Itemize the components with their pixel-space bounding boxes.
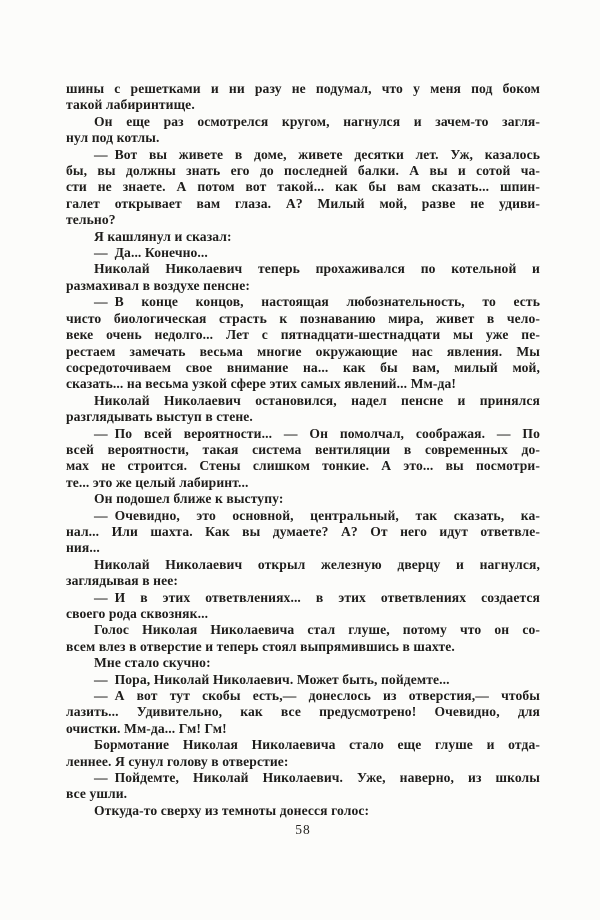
paragraph [66, 688, 540, 737]
paragraph [66, 426, 540, 492]
paragraph [66, 81, 540, 114]
text-line: тельно? [66, 212, 116, 228]
page-number: 58 [295, 822, 311, 837]
text-line: сти не знаете. А потом вот такой... как бы вам сказать... шпин- [66, 179, 540, 195]
paragraph [66, 491, 540, 507]
paragraph [66, 770, 540, 803]
text-line: очистки. Мм-да... Гм! Гм! [66, 720, 227, 736]
text-line: лазить... Удивительно, как все предусмотрено! Очевидно, для [66, 704, 540, 720]
paragraph [66, 590, 540, 623]
text-line: леннее. Я сунул голову в отверстие: [66, 753, 289, 769]
paragraph [66, 294, 540, 392]
text-line: нул под котлы. [66, 130, 160, 146]
text-line: разглядывать выступ в стене. [66, 409, 253, 425]
text-line: мах не строится. Стены слишком тонкие. А это... вы посмотри- [66, 458, 540, 474]
paragraph [66, 508, 540, 557]
paragraph [66, 803, 540, 819]
text-line: Голос Николая Николаевича стал глуше, потому что он со- [94, 622, 540, 638]
text-line: Николай Николаевич остановился, надел пенсне и принялся [94, 392, 540, 408]
text-line: своего рода сквозняк... [66, 606, 209, 621]
text-line: рестаем замечать весьма многие окружающие нас явления. Мы [66, 343, 540, 359]
text-line: — В конце концов, настоящая любознательность, то есть [94, 294, 540, 310]
text-line: галет открывает вам глаза. А? Милый мой, разве не удиви- [66, 195, 540, 211]
text-line: Он еще раз осмотрелся кругом, нагнулся и зачем-то загля- [94, 113, 540, 129]
text-line: шины с решетками и ни разу не подумал, что у меня под боком [66, 81, 540, 96]
text-line: — Вот вы живете в доме, живете десятки лет. Уж, казалось [94, 146, 540, 162]
paragraph [66, 622, 540, 655]
text-line: — Да... Конечно... [94, 245, 208, 261]
paragraph [66, 261, 540, 294]
paragraph [66, 737, 540, 770]
text-line: заглядывая в нее: [66, 573, 178, 589]
paragraph [66, 557, 540, 590]
text-line: Бормотание Николая Николаевича стало еще глуше и отда- [94, 737, 540, 753]
text-line: всей вероятности, такая система вентиляции в современных до- [66, 441, 540, 457]
text-line: Он подошел ближе к выступу: [94, 491, 284, 507]
text-line: всем влез в отверстие и теперь стоял выпрямившись в шахте. [66, 638, 455, 654]
text-line: Мне стало скучно: [94, 655, 211, 671]
text-line: сказать... на весьма узкой сфере этих самых явлений... Мм-да! [66, 376, 457, 392]
text-line: все ушли. [66, 786, 128, 802]
text-line: — Пойдемте, Николай Николаевич. Уже, наверно, из школы [94, 770, 540, 786]
text-line: те... это же целый лабиринт... [66, 474, 249, 490]
text-line: Николай Николаевич теперь прохаживался по котельной и [94, 261, 540, 277]
text-line: чисто биологическая страсть к познаванию мира, живет в чело- [66, 310, 540, 326]
text-line: — Пора, Николай Николаевич. Может быть, пойдемте... [94, 671, 450, 687]
text-line: — А вот тут скобы есть,— донеслось из отверстия,— чтобы [94, 688, 540, 704]
paragraph [66, 229, 540, 245]
text-line: — И в этих ответвлениях... в этих ответвлениях создается [94, 589, 540, 605]
text-line: веке очень недолго... Лет с пятнадцати-шестнадцати мы уже пе- [66, 327, 540, 343]
paragraph [66, 147, 540, 229]
text-line: ния... [66, 540, 100, 556]
text-line: бы, вы должны знать его до последней балки. А вы и сотой ча- [66, 163, 540, 179]
paragraph [66, 393, 540, 426]
text-line: Откуда-то сверху из темноты донесся голос: [94, 802, 370, 818]
text-line: такой лабиринтище. [66, 97, 195, 113]
paragraph [66, 672, 540, 688]
text-line: — Очевидно, это основной, центральный, так сказать, ка- [94, 507, 540, 523]
text-line: размахивал в воздухе пенсне: [66, 277, 250, 293]
paragraph [66, 245, 540, 261]
paragraph [66, 655, 540, 671]
text-line: сосредоточиваем свое внимание на... как бы вам, милый мой, [66, 359, 540, 375]
text-line: Николай Николаевич открыл железную дверцу и нагнулся, [94, 556, 540, 572]
text-block [66, 81, 540, 819]
text-line: Я кашлянул и сказал: [94, 228, 232, 244]
text-line: — По всей вероятности... — Он помолчал, соображая. — По [94, 425, 540, 441]
text-line: нал... Или шахта. Как вы думаете? А? От него идут ответвле- [66, 523, 540, 539]
paragraph [66, 114, 540, 147]
